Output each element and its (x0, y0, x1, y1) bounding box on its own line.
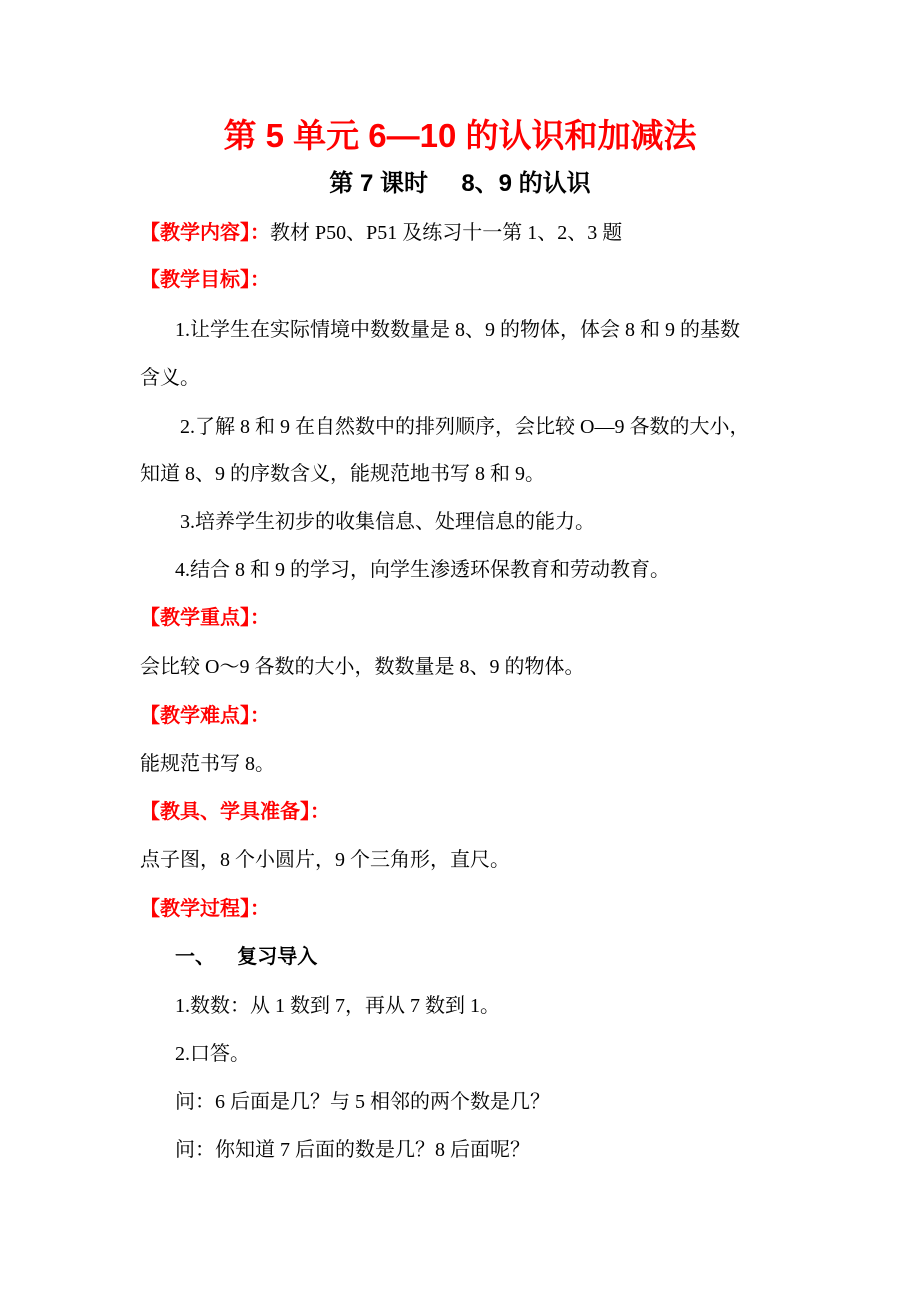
content-heading: 【教学内容】： (140, 222, 270, 244)
content-text: 教材 P50、P51 及练习十一第 1、2、3 题 (270, 222, 623, 244)
unit-title: 第 5 单元 6—10 的认识和加减法 (223, 117, 697, 154)
key-heading: 【教学重点】： (140, 607, 270, 629)
section-review-intro: 一、 复习导入 (175, 946, 318, 968)
process-heading: 【教学过程】： (140, 898, 270, 920)
process-item-2: 2.口答。 (175, 1043, 250, 1065)
materials-heading: 【教具、学具准备】： (140, 801, 330, 823)
content-row (140, 221, 622, 245)
goals-heading: 【教学目标】： (140, 269, 270, 291)
difficulty-heading: 【教学难点】： (140, 705, 270, 727)
lesson-subtitle: 第 7 课时 8、9 的认识 (329, 170, 591, 197)
goal-4: 4.结合 8 和 9 的学习，向学生渗透环保教育和劳动教育。 (175, 559, 670, 581)
goal-3: 3.培养学生初步的收集信息、处理信息的能力。 (180, 511, 595, 533)
goal-2-cont: 知道 8、9 的序数含义，能规范地书写 8 和 9。 (140, 463, 545, 485)
process-item-4: 问：你知道 7 后面的数是几？8 后面呢？ (175, 1139, 530, 1161)
process-item-1: 1.数数：从 1 数到 7，再从 7 数到 1。 (175, 995, 500, 1017)
goal-1-cont: 含义。 (140, 367, 200, 389)
process-item-3: 问：6 后面是几？与 5 相邻的两个数是几？ (175, 1091, 550, 1113)
difficulty-text: 能规范书写 8。 (140, 753, 275, 775)
goal-1: 1.让学生在实际情境中数数量是 8、9 的物体，体会 8 和 9 的基数 (175, 319, 740, 341)
materials-text: 点子图，8 个小圆片，9 个三角形，直尺。 (140, 849, 510, 871)
key-text: 会比较 O～9 各数的大小，数数量是 8、9 的物体。 (140, 656, 585, 678)
goal-2: 2.了解 8 和 9 在自然数中的排列顺序，会比较 O—9 各数的大小， (180, 416, 750, 438)
